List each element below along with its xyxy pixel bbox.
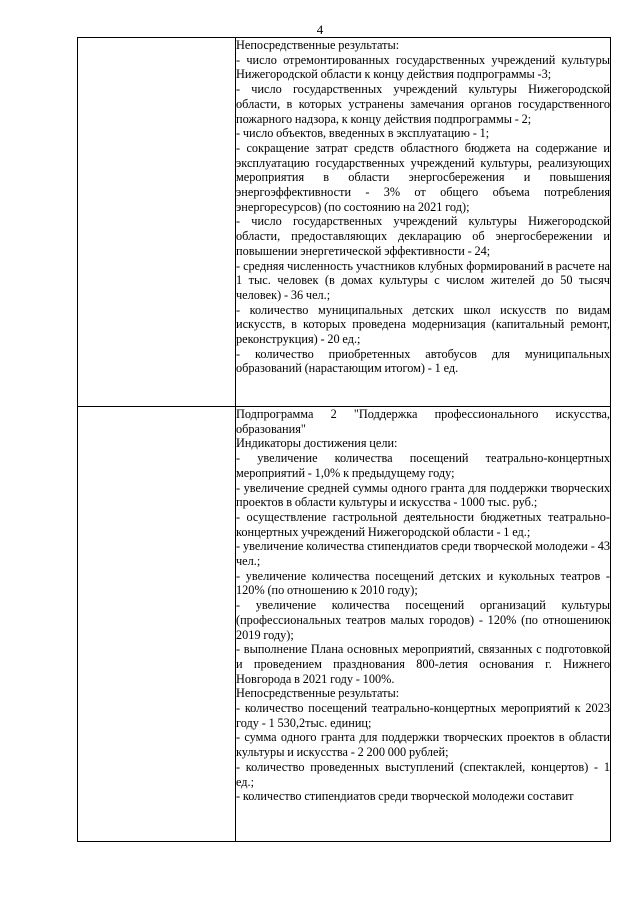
table-row: [78, 38, 611, 407]
page-number: 4: [316, 22, 324, 37]
result-item: - число отремонтированных государственных учреждений культуры Нижегородской области к концу действия подпрограммы -3;: [236, 52, 610, 82]
indicator-item: - увеличение количества стипендиатов среди творческой молодежи - 43 чел.;: [236, 539, 610, 569]
subprogram-title: Подпрограмма 2 "Поддержка профессионального искусства, образования": [236, 407, 610, 436]
program-table: [77, 37, 611, 842]
result-item: - количество посещений театрально-концертных мероприятий к 2023 году - 1 530,2тыс. единиц;: [236, 701, 610, 730]
table-cell-content: [236, 407, 611, 842]
result-item: - количество проведенных выступлений (спектаклей, концертов) - 1 ед.;: [236, 759, 610, 789]
indicator-item: - увеличение количества посещений театрально-концертных мероприятий - 1,0% к предыдущему году;: [236, 451, 610, 480]
result-item: - количество стипендиатов среди творческой молодежи составит: [236, 789, 574, 804]
results-heading: Непосредственные результаты:: [236, 38, 400, 52]
indicator-item: - увеличение количества посещений детских и кукольных театров - 120% (по отношению к 2010 году);: [236, 568, 610, 598]
indicator-item: - увеличение средней суммы одного гранта для поддержки творческих проектов в области культуры и искусства - 1000 тыс. руб.;: [236, 480, 610, 510]
indicators-heading: Индикаторы достижения цели:: [236, 436, 398, 451]
table-row: [78, 407, 611, 842]
result-item: - число государственных учреждений культуры Нижегородской области, предоставляющих декларацию об энергосбережении и повышении энергетической эффективности - 24;: [236, 214, 610, 258]
table-cell-content: [236, 38, 611, 407]
results-heading: Непосредственные результаты:: [236, 686, 400, 701]
result-item: - число государственных учреждений культуры Нижегородской области, в которых устранены замечания органов государственного пожарного надзора, к концу действия подпрограммы - 2;: [236, 82, 610, 126]
result-item: - число объектов, введенных в эксплуатацию - 1;: [236, 126, 490, 141]
result-item: - сумма одного гранта для поддержки творческих проектов в области культуры и искусства - 2 200 000 рублей;: [236, 730, 610, 760]
result-item: - сокращение затрат средств областного бюджета на содержание и эксплуатацию государственных учреждений культуры, реализующих мероприятия в области энергосбережения и повышения энергоэффективности - 3% от общего объема потребления энергоресурсов) (по состоянию на 2021 год);: [236, 140, 610, 214]
table-cell-label-empty: [78, 407, 236, 842]
indicator-item: - осуществление гастрольной деятельности бюджетных театрально-концертных учреждений Нижегородской области - 1 ед.;: [236, 509, 610, 539]
indicator-item: - увеличение количества посещений организаций культуры (профессиональных театров малых городов) - 120% (по отношениюк 2019 году);: [236, 598, 610, 642]
result-item: - количество муниципальных детских школ искусств по видам искусств, в которых проведена модернизация (капитальный ремонт, реконструкция) - 20 ед.;: [236, 302, 610, 347]
indicator-item: - выполнение Плана основных мероприятий, связанных с подготовкой и проведением празднования 800-летия основания г. Нижнего Новгорода в 2021 году - 100%.: [236, 642, 610, 686]
result-item: - средняя численность участников клубных формирований в расчете на 1 тыс. человек (в домах культуры с числом жителей до 50 тысяч человек) - 36 чел.;: [236, 258, 610, 302]
table-cell-label-empty: [78, 38, 236, 407]
result-item: - количество приобретенных автобусов для муниципальных образований (нарастающим итогом) - 1 ед.: [236, 346, 610, 376]
